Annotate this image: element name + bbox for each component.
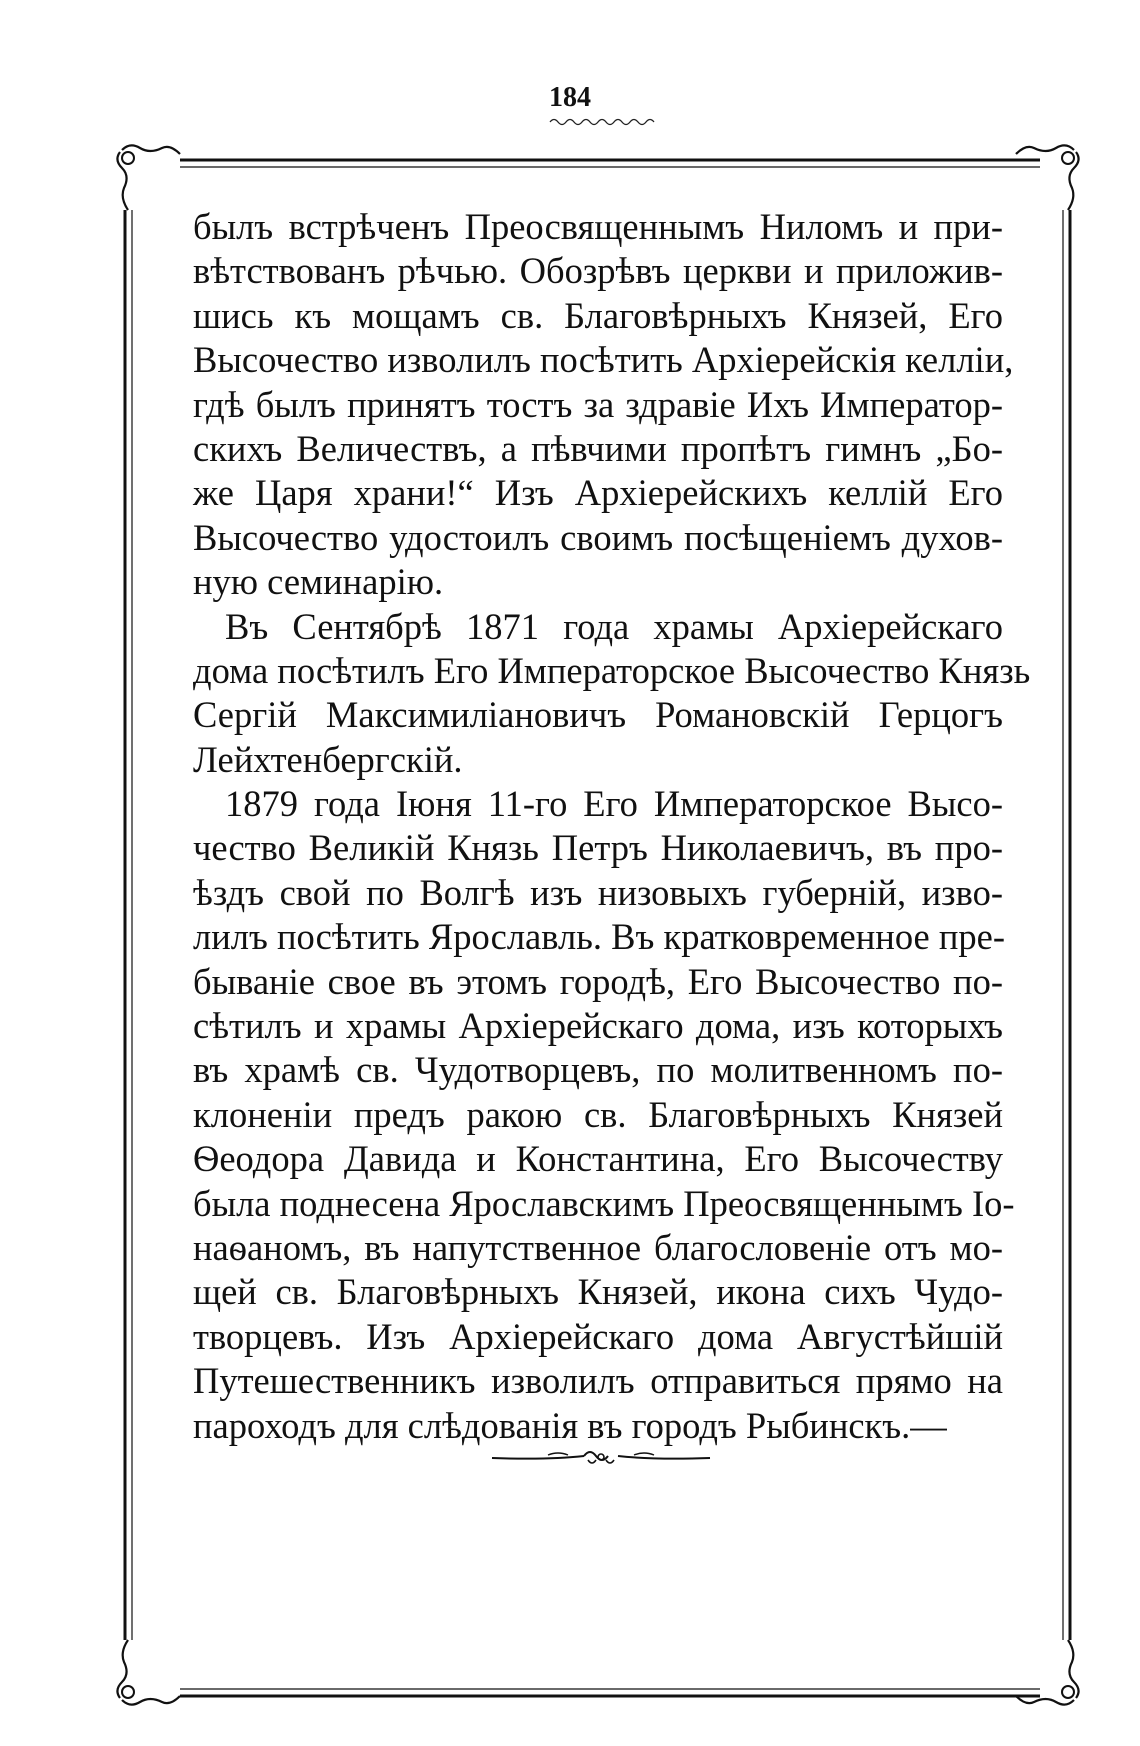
- text-line: шись къ мощамъ св. Благовѣрныхъ Князей, Его: [193, 294, 1003, 336]
- text-line: ѣздъ свой по Волгѣ изъ низовыхъ губерній, изво-: [193, 871, 1003, 913]
- text-line: въ храмѣ св. Чудотворцевъ, по молитвенномъ по-: [193, 1049, 1003, 1091]
- text-line: же Царя храни!“ Изъ Архіерейскихъ келлій Его: [193, 472, 1003, 514]
- text-line: наѳаномъ, въ напутственное благословеніе отъ мо-: [193, 1226, 1003, 1268]
- text-line: пароходъ для слѣдованія въ городъ Рыбинскъ.—: [193, 1404, 947, 1446]
- text-line: былъ встрѣченъ Преосвященнымъ Ниломъ и при-: [193, 206, 1003, 247]
- text-line: творцевъ. Изъ Архіерейскаго дома Августѣйшій: [193, 1315, 1003, 1357]
- text-line: чество Великій Князь Петръ Николаевичъ, въ про-: [193, 827, 1003, 869]
- text-line: Путешественникъ изволилъ отправиться прямо на: [193, 1360, 1003, 1402]
- text-line: лилъ посѣтить Ярославль. Въ кратковременное пре-: [193, 916, 1005, 958]
- text-line: скихъ Величествъ, а пѣвчими пропѣтъ гимнъ „Бо-: [193, 427, 1003, 469]
- paragraph-first-line: 1879 года Іюня 11-го Его Императорское Высо-: [225, 783, 1003, 825]
- text-line: была поднесена Ярославскимъ Преосвященнымъ Іо-: [193, 1182, 1015, 1224]
- page-number: 184: [549, 82, 591, 113]
- text-line: щей св. Благовѣрныхъ Князей, икона сихъ Чудо-: [193, 1271, 1003, 1313]
- text-line: бываніе свое въ этомъ городѣ, Его Высочество по-: [193, 960, 1003, 1002]
- text-line: ную семинарію.: [193, 561, 444, 603]
- text-line: Высочество удостоилъ своимъ посѣщеніемъ духов-: [193, 516, 1003, 558]
- text-line: сѣтилъ и храмы Архіерейскаго дома, изъ которыхъ: [193, 1005, 1003, 1047]
- text-line: Лейхтенбергскій.: [193, 738, 463, 780]
- text-line: Сергій Максимиліановичъ Романовскій Герцогъ: [193, 694, 1003, 736]
- text-line: гдѣ былъ принятъ тостъ за здравіе Ихъ Император-: [193, 383, 1003, 425]
- text-line: дома посѣтилъ Его Императорское Высочество Князь: [193, 649, 1031, 691]
- tail-ornament: [488, 1444, 714, 1470]
- text-line: Ѳеодора Давида и Константина, Его Высочеству: [193, 1138, 1003, 1180]
- paragraph-first-line: Въ Сентябрѣ 1871 года храмы Архіерейскаго: [225, 605, 1003, 647]
- page-body-text: [193, 205, 1031, 1448]
- text-line: вѣтствованъ рѣчью. Обозрѣвъ церкви и приложив-: [193, 250, 1003, 292]
- text-line: клоненіи предъ ракою св. Благовѣрныхъ Князей: [193, 1093, 1003, 1135]
- text-line: Высочество изволилъ посѣтить Архіерейскія келліи,: [193, 339, 1014, 381]
